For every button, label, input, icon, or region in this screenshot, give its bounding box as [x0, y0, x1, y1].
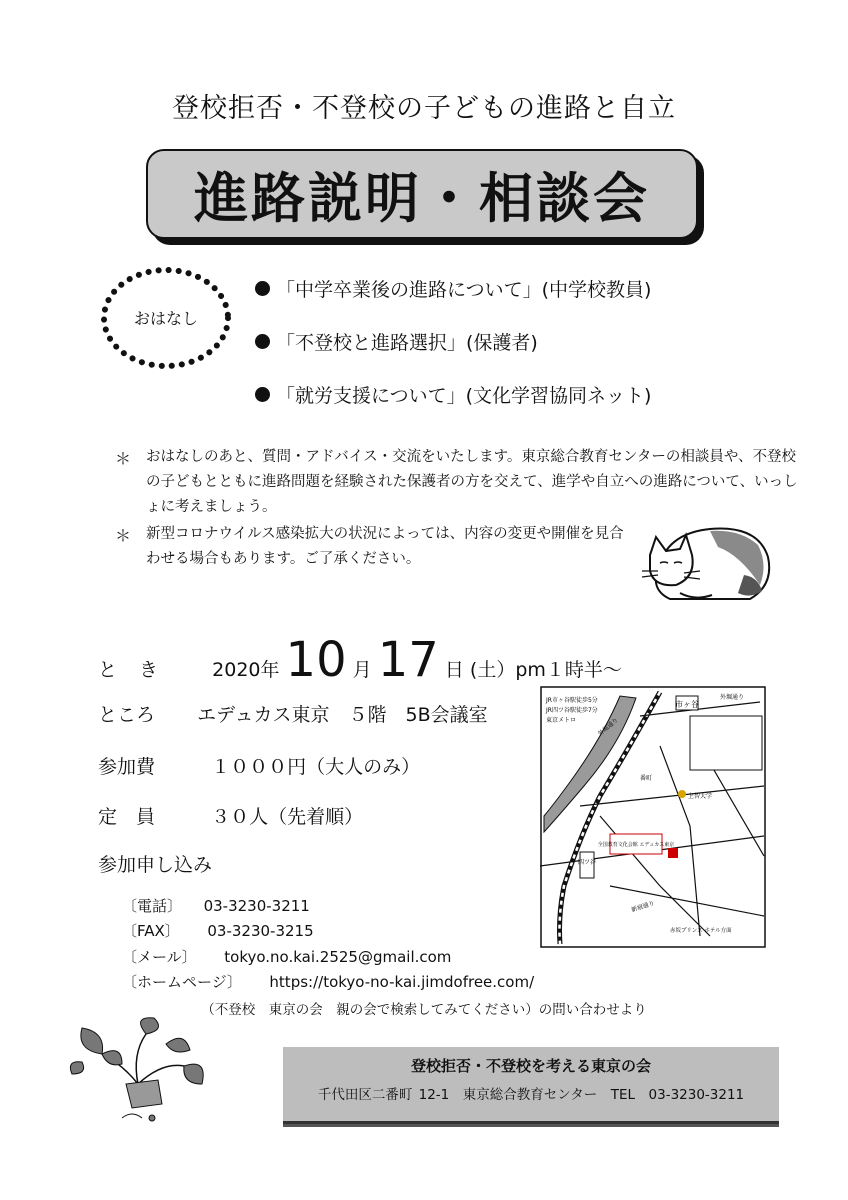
map-label-jochi: 上智大学 — [688, 793, 713, 800]
place-label: ところ — [98, 704, 156, 726]
bullet-icon — [255, 387, 270, 402]
fax-value: 03-3230-3215 — [207, 922, 314, 940]
apply-label: 参加申し込み — [98, 854, 213, 876]
search-note: （不登校 東京の会 親の会で検索してみてください）の問い合わせより — [201, 1002, 647, 1018]
event-date-row — [98, 632, 622, 688]
map-station-yotsuya: 四ツ谷 — [577, 859, 597, 866]
month-unit: 月 — [352, 659, 372, 681]
talks-label: おはなし — [133, 309, 198, 328]
map-legend-1: JR市ヶ谷駅徒歩5分 — [546, 697, 598, 704]
talk-item-text: 「不登校と進路選択」(保護者) — [276, 332, 538, 354]
bullet-icon — [255, 334, 270, 349]
footer-address: 千代田区二番町 12-1 東京総合教育センター TEL 03-3230-3211 — [317, 1087, 745, 1103]
note-consultation: おはなしのあと、質問・アドバイス・交流をいたします。東京総合教育センターの相談員や、不登校の子どもとともに進路問題を経験された保護者の方を交えて、進学や自立への進路について、いっしょに考えましょう。 — [146, 449, 798, 515]
event-place: エデュカス東京 ５階 5B会議室 — [197, 704, 488, 726]
web-link[interactable]: https://tokyo-no-kai.jimdofree.com/ — [269, 973, 535, 991]
event-capacity: ３０人（先着順） — [211, 806, 364, 828]
map-label-sotobori-2: 外堀通り — [596, 716, 620, 738]
talk-item-3 — [255, 381, 651, 408]
map-legend-2: JR四ツ谷駅徒歩7分 — [546, 707, 598, 714]
event-capacity-row — [98, 802, 363, 829]
page-title: 進路説明・相談会 — [194, 166, 650, 230]
capacity-label: 定 員 — [98, 806, 156, 828]
map-venue-label: 全国教育文化会館 エデュカス東京 — [597, 842, 675, 848]
note-covid: 新型コロナウイルス感染拡大の状況によっては、内容の変更や開催を見合わせる場合もあります。ご了承ください。 — [146, 526, 624, 567]
footer-org-name: 登校拒否・不登校を考える東京の会 — [410, 1057, 651, 1075]
event-month: 10 — [285, 632, 347, 688]
university-marker-icon — [678, 790, 686, 798]
map-label-sotobori: 外堀通り — [720, 694, 745, 701]
map-label-shinjuku: 新宿通り — [630, 899, 656, 914]
phone-label: 〔電話〕 — [122, 897, 183, 915]
contact-phone-row — [122, 895, 310, 916]
event-day: 17 — [377, 632, 439, 688]
talk-item-text: 「就労支援について」(文化学習協同ネット) — [276, 385, 652, 407]
talk-item-1 — [255, 275, 651, 302]
event-fee-row — [98, 752, 420, 779]
map-station-ichigaya: 市ヶ谷 — [675, 700, 699, 709]
event-fee: １０００円（大人のみ） — [211, 756, 421, 778]
subtitle: 登校拒否・不登校の子どもの進路と自立 — [172, 93, 676, 124]
talk-item-2 — [255, 328, 538, 355]
talk-item-text: 「中学卒業後の進路について」(中学校教員) — [276, 279, 652, 301]
venue-marker-icon — [668, 848, 678, 858]
map-legend-3: 東京メトロ — [546, 717, 577, 724]
map-label-akasaka: 赤坂プリンス ホテル方面 — [670, 928, 732, 934]
day-unit: 日 — [444, 659, 464, 681]
title-box — [146, 149, 698, 239]
potted-plant-illustration — [62, 1014, 212, 1124]
fax-label: 〔FAX〕 — [122, 922, 180, 940]
map-label-sanbancho: 番町 — [640, 775, 653, 782]
when-label: と き — [98, 659, 167, 681]
event-year: 2020年 — [212, 659, 280, 681]
web-label: 〔ホームページ〕 — [122, 973, 242, 991]
mail-link[interactable]: tokyo.no.kai.2525@gmail.com — [224, 948, 452, 966]
phone-value[interactable]: 03-3230-3211 — [203, 897, 310, 915]
contact-web-row — [122, 971, 534, 992]
contact-fax-row — [122, 920, 314, 941]
sleeping-cat-illustration — [640, 515, 775, 605]
contact-mail-row — [122, 946, 451, 967]
fee-label: 参加費 — [98, 756, 156, 778]
asterisk-mark: ＊ — [115, 449, 132, 468]
mail-label: 〔メール〕 — [122, 948, 197, 966]
event-weekday-time: (土）pm１時半～ — [469, 659, 622, 681]
access-map — [540, 686, 766, 948]
event-place-row — [98, 700, 488, 727]
bullet-icon — [255, 281, 270, 296]
asterisk-mark: ＊ — [115, 526, 132, 545]
